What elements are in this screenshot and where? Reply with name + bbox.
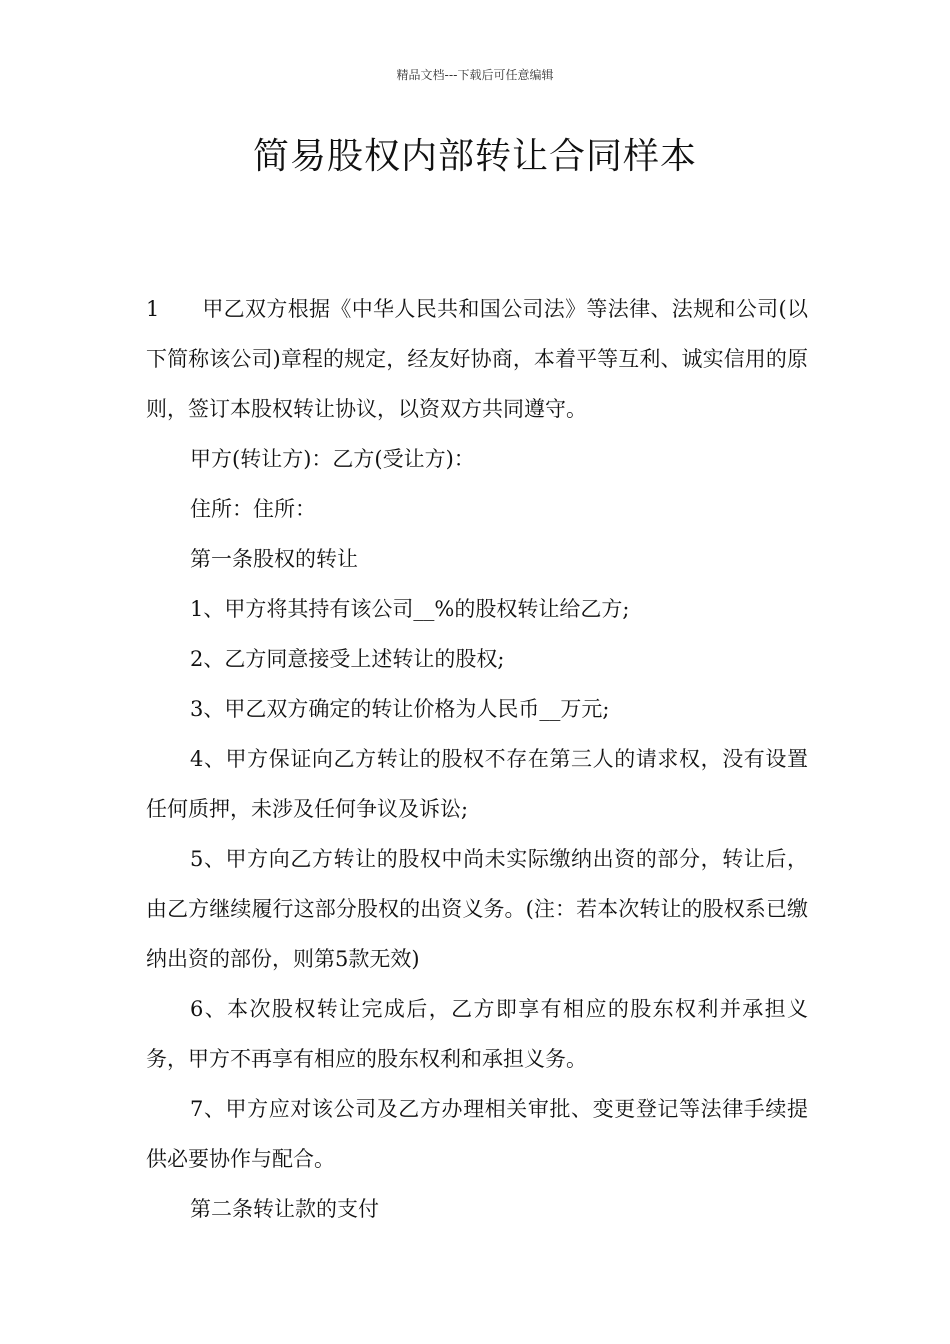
clause-4: 4、甲方保证向乙方转让的股权不存在第三人的请求权，没有设置任何质押，未涉及任何争议及诉讼;: [146, 747, 808, 821]
clause-5: 5、甲方向乙方转让的股权中尚未实际缴纳出资的部分，转让后，由乙方继续履行这部分股权的出资义务。(注：若本次转让的股权系已缴纳出资的部份，则第5款无效): [146, 847, 808, 971]
intro-text: 甲乙双方根据《中华人民共和国公司法》等法律、法规和公司(以下简称该公司)章程的规定，经友好协商，本着平等互利、诚实信用的原则，签订本股权转让协议，以资双方共同遵守。: [146, 297, 808, 421]
article-1-heading: 第一条股权的转让: [190, 547, 358, 571]
clause-7: 7、甲方应对该公司及乙方办理相关审批、变更登记等法律手续提供必要协作与配合。: [146, 1097, 808, 1171]
clause-3: 3、甲乙双方确定的转让价格为人民币__万元;: [190, 697, 610, 721]
article-2-heading: 第二条转让款的支付: [190, 1197, 379, 1221]
document-body: [146, 284, 808, 1234]
clause-6: 6、本次股权转让完成后，乙方即享有相应的股东权利并承担义务，甲方不再享有相应的股东权利和承担义务。: [146, 997, 808, 1071]
clause-2: 2、乙方同意接受上述转让的股权;: [190, 647, 505, 671]
paragraph-number: 1: [146, 297, 160, 321]
document-title: 简易股权内部转让合同样本: [252, 136, 697, 177]
parties-line: 甲方(转让方)：乙方(受让方)：: [190, 447, 475, 471]
addresses-line: 住所：住所：: [190, 497, 316, 521]
header-note: 精品文档---下载后可任意编辑: [396, 68, 554, 82]
clause-1: 1、甲方将其持有该公司__%的股权转让给乙方;: [190, 597, 630, 621]
intro-paragraph: [146, 284, 808, 434]
